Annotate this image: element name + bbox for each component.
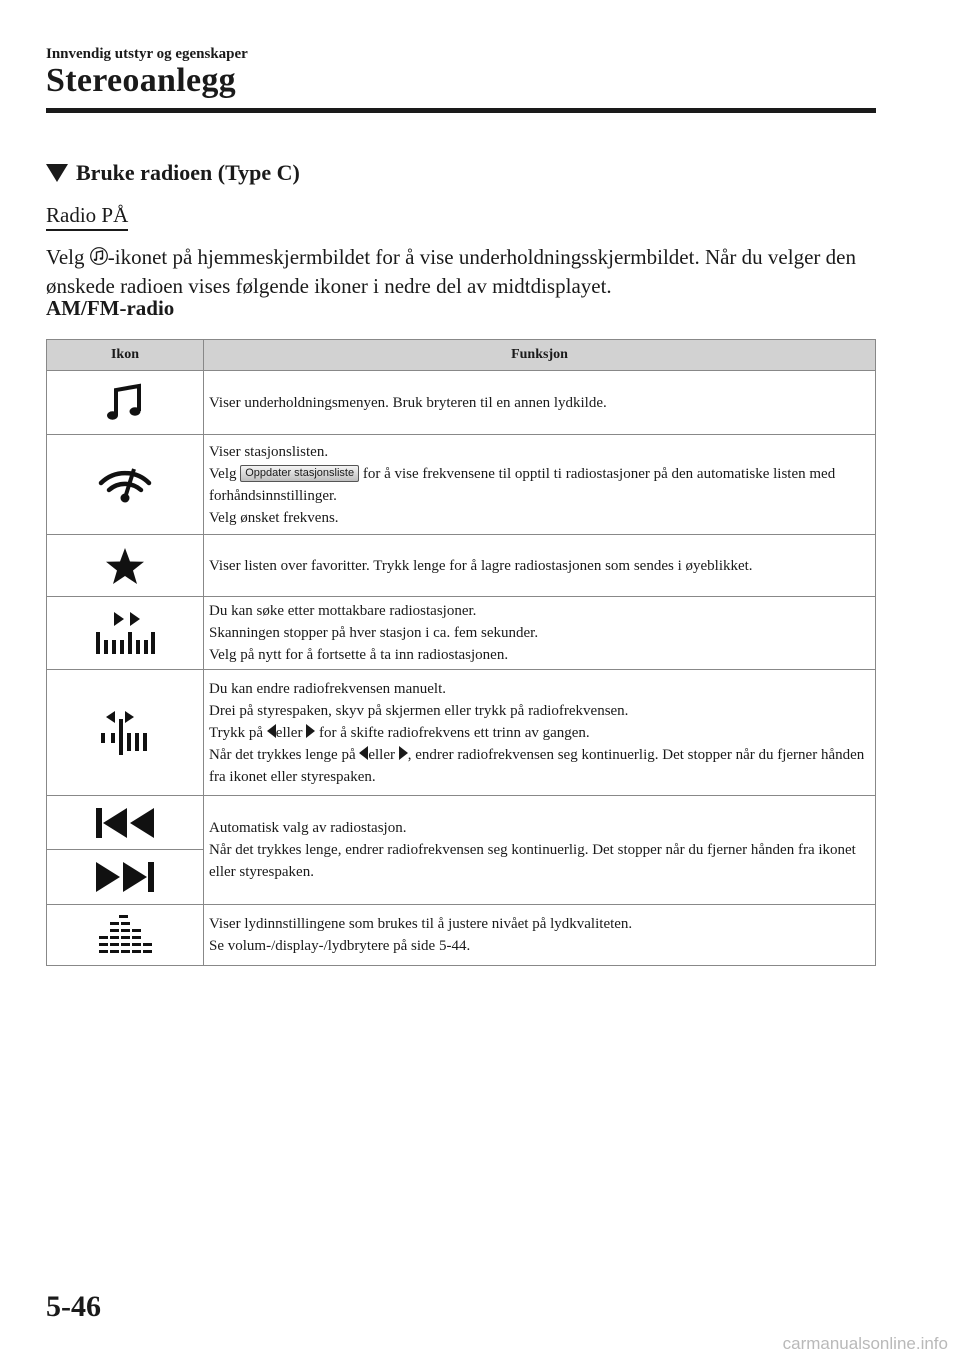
icon-cell — [47, 850, 204, 905]
table-header-row — [47, 340, 876, 371]
table-row — [47, 670, 876, 796]
sound-text-1: Viser lydinnstillingene som brukes til å justere nivået på lydkvaliteten. — [209, 916, 633, 932]
tune-text-4a: Når det trykkes lenge på — [209, 746, 360, 763]
page-number: 5-46 — [46, 1290, 101, 1323]
seek-text-1: Automatisk valg av radiostasjon. — [209, 820, 407, 836]
watermark: carmanualsonline.info — [782, 1334, 948, 1353]
seek-forward-icon — [94, 859, 156, 895]
tune-text-3c: for å skifte radiofrekvens ett trinn av gangen. — [315, 724, 590, 741]
table-row — [47, 371, 876, 435]
star-icon — [104, 546, 146, 586]
table-row — [47, 905, 876, 966]
icon-cell — [47, 535, 204, 597]
stations-text-2a: Velg — [209, 465, 241, 482]
tune-text-4 — [209, 744, 869, 788]
tune-text-3 — [209, 722, 869, 744]
arrow-right-icon — [306, 724, 315, 738]
chapter-title: Innvendig utstyr og egenskaper — [46, 46, 248, 62]
update-station-list-button: Oppdater stasjonsliste — [240, 465, 359, 482]
tune-text-3b: eller — [275, 724, 307, 741]
music-note-circle-icon — [90, 246, 108, 266]
table-row — [47, 535, 876, 597]
heading-text: Bruke radioen (Type C) — [76, 160, 300, 185]
function-cell — [204, 597, 876, 670]
tune-text-4b: eller — [368, 746, 399, 763]
icon-cell — [47, 670, 204, 796]
icon-cell — [47, 905, 204, 966]
arrow-left-icon — [359, 746, 368, 760]
manual-tune-icon — [99, 709, 151, 757]
scan-text-1: Du kan søke etter mottakbare radiostasjoner. — [209, 603, 477, 619]
stations-text-2 — [209, 463, 869, 507]
scan-icon — [94, 610, 156, 656]
seek-text-2: Når det trykkes lenge, endrer radiofrekvensen seg kontinuerlig. Det stopper når du fjerner hånden fra ikonet eller styrespaken. — [209, 842, 856, 880]
function-cell — [204, 796, 876, 905]
icon-cell — [47, 435, 204, 535]
arrow-left-icon — [267, 724, 276, 738]
table-row — [47, 597, 876, 670]
icon-cell — [47, 597, 204, 670]
station-list-icon — [96, 465, 154, 505]
tune-text-2: Drei på styrespaken, skyv på skjermen eller trykk på radiofrekvensen. — [209, 702, 629, 719]
icon-cell — [47, 371, 204, 435]
stations-text-3: Velg ønsket frekvens. — [209, 509, 339, 526]
subheading: Radio PÅ — [46, 203, 128, 231]
icon-cell — [47, 796, 204, 850]
equalizer-icon — [96, 913, 154, 957]
seek-back-icon — [94, 805, 156, 841]
section-title: Stereoanlegg — [46, 62, 236, 99]
sound-text-2: Se volum-/display-/lydbrytere på side 5-44. — [209, 938, 471, 954]
tune-text-4c: , endrer radiofrekvensen seg kontinuerlig. Det stopper når du fjerner hånden fra ikonet eller styrespaken. — [209, 746, 865, 785]
heading — [46, 160, 300, 186]
header-rule — [46, 108, 876, 113]
intro-text-end: -ikonet på hjemmeskjermbildet for å vise underholdningsskjermbildet. Når du velger den ønskede radioen vises følgende ikoner i nedre del av midtdisplayet. — [46, 245, 856, 298]
function-cell — [204, 670, 876, 796]
intro-text-start: Velg — [46, 245, 90, 269]
scan-text-3: Velg på nytt for å fortsette å ta inn radiostasjonen. — [209, 647, 509, 663]
tune-text-1: Du kan endre radiofrekvensen manuelt. — [209, 680, 446, 697]
stations-text-1: Viser stasjonslisten. — [209, 443, 329, 460]
table-row — [47, 796, 876, 850]
table-row — [47, 435, 876, 535]
menu-text: Viser underholdningsmenyen. Bruk bryteren til en annen lydkilde. — [209, 394, 607, 411]
icon-function-table — [46, 339, 876, 966]
scan-text-2: Skanningen stopper på hver stasjon i ca. fem sekunder. — [209, 625, 539, 641]
band-title: AM/FM-radio — [46, 296, 175, 320]
function-cell — [204, 535, 876, 597]
arrow-right-icon — [399, 746, 408, 760]
header-function: Funksjon — [204, 340, 876, 371]
intro-paragraph — [46, 243, 886, 301]
function-cell — [204, 905, 876, 966]
music-note-icon — [103, 381, 147, 425]
stations-text-2b: for å vise frekvensene til opptil ti radiostasjoner på den automatiske listen med forhåndsinnstillinger. — [209, 465, 836, 504]
favorites-text: Viser listen over favoritter. Trykk lenge for å lagre radiostasjonen som sendes i øyeblikket. — [209, 557, 753, 574]
tune-text-3a: Trykk på — [209, 724, 267, 741]
triangle-bullet-icon — [46, 164, 68, 182]
function-cell — [204, 371, 876, 435]
function-cell — [204, 435, 876, 535]
header-icon: Ikon — [47, 340, 204, 371]
